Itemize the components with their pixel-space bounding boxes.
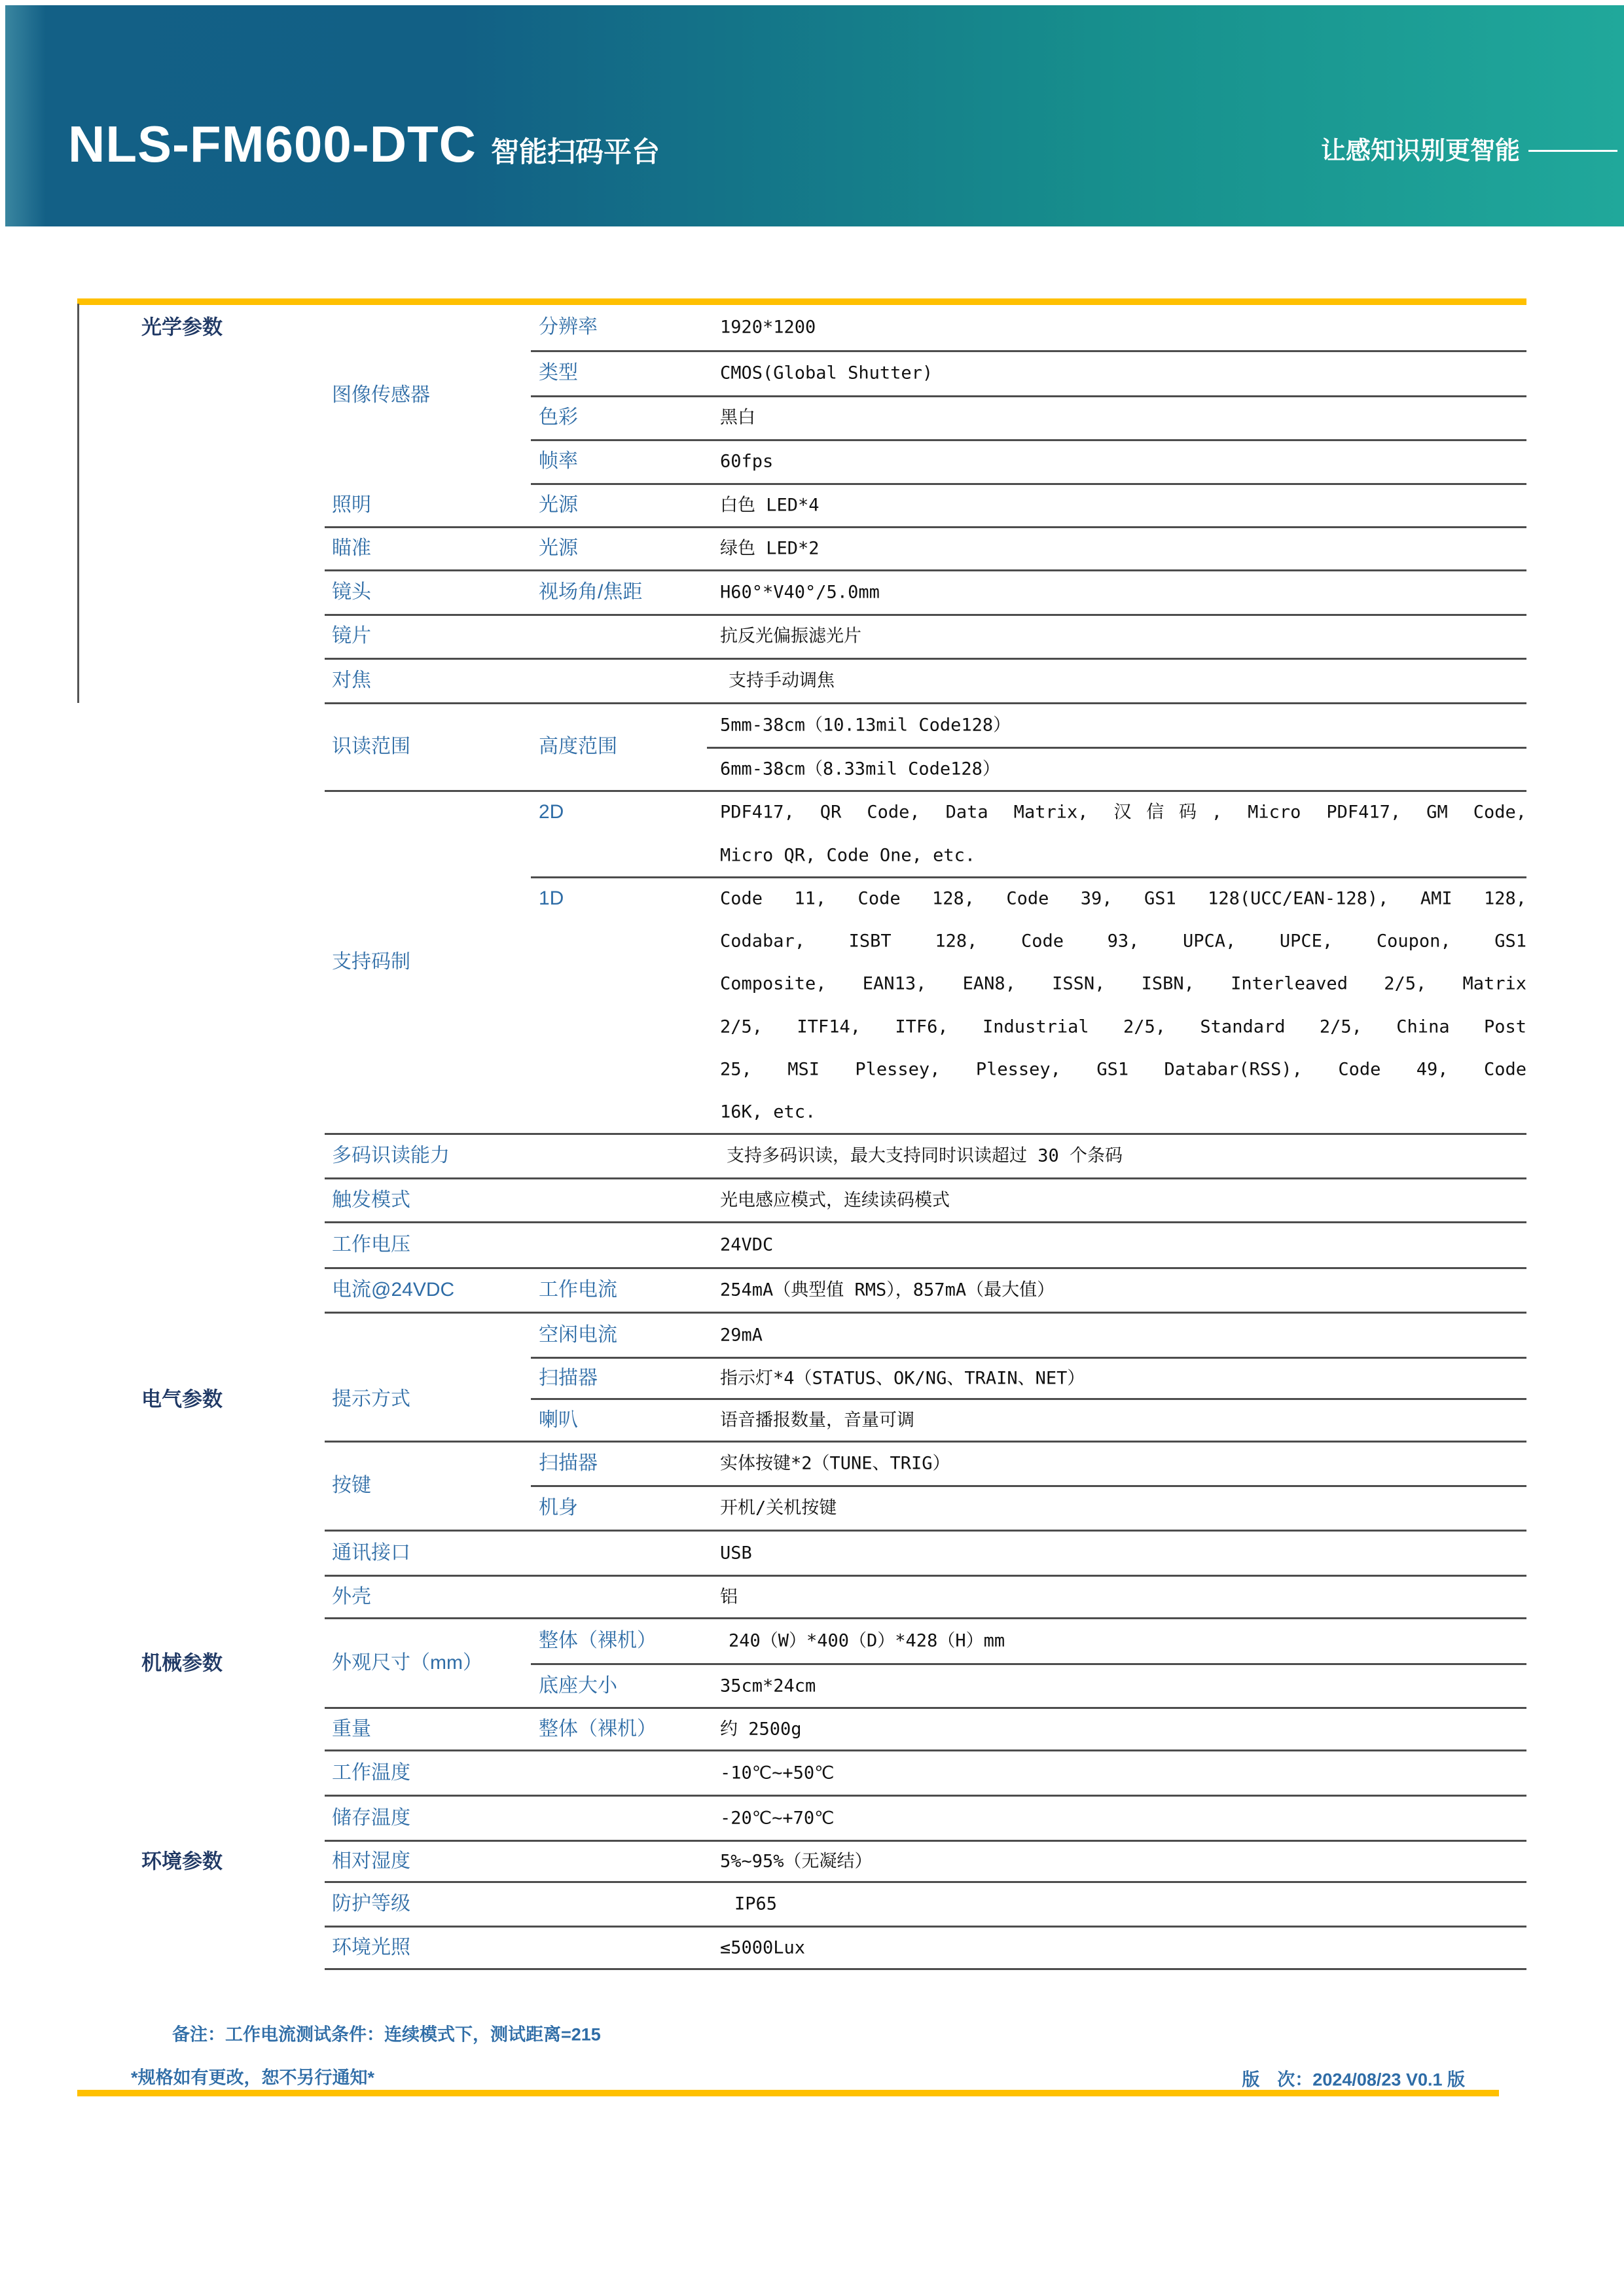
symbologies-2d-line: Micro QR, Code One, etc.	[720, 845, 976, 866]
value-multicode: 支持多码识读，最大支持同时识读超过 30 个条码	[727, 1145, 1123, 1166]
row-separator	[531, 1485, 1526, 1487]
value-speaker: 语音播报数量，音量可调	[720, 1410, 914, 1431]
value-housing: 铝	[720, 1587, 738, 1607]
row-separator	[325, 1530, 1526, 1532]
value-buttons: 实体按键*2（TUNE、TRIG）	[720, 1453, 950, 1474]
value-idle-current: 29mA	[720, 1325, 763, 1346]
row-separator	[325, 1177, 1526, 1179]
param-fov-focal: 视场角/焦距	[539, 581, 643, 603]
symbologies-1d-line: 16K, etc.	[720, 1102, 816, 1122]
value-weight: 约 2500g	[720, 1719, 802, 1740]
param-resolution: 分辨率	[539, 316, 598, 338]
param-body: 机身	[539, 1497, 578, 1518]
row-separator	[531, 876, 1526, 878]
value-humidity: 5%~95%（无凝结）	[720, 1851, 873, 1872]
group-housing: 外壳	[332, 1586, 371, 1607]
param-whole-unit-weight: 整体（裸机）	[539, 1718, 657, 1740]
disclaimer: *规格如有更改，恕不另行通知*	[131, 2068, 375, 2088]
value-illumination: 白色 LED*4	[720, 495, 820, 516]
param-1d: 1D	[539, 888, 564, 909]
row-separator	[325, 1267, 1526, 1269]
row-separator	[531, 350, 1526, 352]
param-base-size: 底座大小	[539, 1675, 617, 1696]
value-power-button: 开机/关机按键	[720, 1498, 837, 1518]
value-dim-2: 35cm*24cm	[720, 1676, 816, 1696]
value-focus: 支持手动调焦	[729, 670, 835, 691]
param-idle-current: 空闲电流	[539, 1324, 617, 1346]
group-focus: 对焦	[332, 670, 371, 691]
group-multicode: 多码识读能力	[332, 1145, 450, 1166]
group-indication: 提示方式	[332, 1388, 410, 1410]
param-scanner-indicators: 扫描器	[539, 1367, 598, 1389]
row-separator	[325, 1617, 1526, 1619]
group-trigger: 触发模式	[332, 1189, 410, 1211]
value-voltage: 24VDC	[720, 1234, 774, 1255]
value-trigger: 光电感应模式，连续读码模式	[720, 1190, 950, 1211]
row-separator	[325, 569, 1526, 571]
row-separator	[325, 1795, 1526, 1797]
param-working-current: 工作电流	[539, 1279, 617, 1300]
param-framerate: 帧率	[539, 450, 578, 472]
header-banner	[5, 5, 1624, 226]
value-interface: USB	[720, 1543, 752, 1564]
row-separator	[325, 1881, 1526, 1883]
table-left-rule	[77, 304, 79, 703]
group-buttons: 按键	[332, 1475, 371, 1496]
row-separator	[325, 1926, 1526, 1928]
version-info: 版 次：2024/08/23 V0.1 版	[1242, 2070, 1465, 2090]
symbologies-1d-line: 25, MSI Plessey, Plessey, GS1 Databar(RSS), Code 49, Code	[720, 1059, 1526, 1080]
param-height-range: 高度范围	[539, 736, 617, 757]
group-humidity: 相对湿度	[332, 1850, 410, 1872]
row-separator	[531, 1398, 1526, 1400]
value-ambient: ≤5000Lux	[720, 1937, 806, 1958]
group-dimensions: 外观尺寸（mm）	[332, 1652, 482, 1674]
row-separator	[531, 1357, 1526, 1359]
row-separator	[325, 1707, 1526, 1709]
row-separator	[325, 790, 1526, 792]
accent-bar-top	[77, 298, 1526, 305]
accent-bar-bottom	[77, 2090, 1499, 2096]
group-aiming: 瞄准	[332, 537, 371, 559]
tagline-rule	[1528, 150, 1617, 152]
group-sensor: 图像传感器	[332, 384, 430, 406]
group-ip: 防护等级	[332, 1893, 410, 1914]
value-framerate: 60fps	[720, 451, 774, 472]
value-current: 254mA（典型值 RMS），857mA（最大值）	[720, 1280, 1055, 1300]
param-whole-unit-dim: 整体（裸机）	[539, 1630, 657, 1651]
product-subtitle: 智能扫码平台	[491, 137, 660, 168]
value-st-temp: -20℃~+70℃	[720, 1808, 835, 1829]
value-range-2: 6mm-38cm（8.33mil Code128）	[720, 759, 1000, 780]
footnote: 备注：工作电流测试条件：连续模式下，测试距离=215	[172, 2024, 601, 2045]
group-voltage: 工作电压	[332, 1234, 410, 1255]
row-separator	[325, 1133, 1526, 1135]
group-lens: 镜头	[332, 581, 371, 603]
row-separator	[325, 1221, 1526, 1223]
group-op-temp: 工作温度	[332, 1762, 410, 1784]
row-separator	[325, 526, 1526, 528]
param-2d: 2D	[539, 801, 564, 823]
group-current: 电流@24VDC	[332, 1279, 455, 1300]
row-separator	[325, 1312, 1526, 1314]
symbologies-1d-line: Code 11, Code 128, Code 39, GS1 128(UCC/EAN-128), AMI 128,	[720, 888, 1526, 909]
category-electrical: 电气参数	[141, 1388, 223, 1411]
group-interface: 通讯接口	[332, 1542, 410, 1564]
param-type: 类型	[539, 362, 578, 384]
group-symbologies: 支持码制	[332, 951, 410, 973]
value-indicators: 指示灯*4（STATUS、OK/NG、TRAIN、NET）	[720, 1368, 1085, 1389]
group-lens-filter: 镜片	[332, 625, 371, 647]
row-separator	[531, 395, 1526, 397]
value-aiming: 绿色 LED*2	[720, 538, 820, 559]
value-lens-filter: 抗反光偏振滤光片	[720, 626, 861, 647]
row-separator	[325, 1441, 1526, 1443]
symbologies-1d-line: Composite, EAN13, EAN8, ISSN, ISBN, Interleaved 2/5, Matrix	[720, 973, 1526, 994]
param-color: 色彩	[539, 406, 578, 428]
value-op-temp: -10℃~+50℃	[720, 1763, 835, 1784]
param-scanner-buttons: 扫描器	[539, 1452, 598, 1474]
category-environmental: 环境参数	[141, 1850, 223, 1873]
param-illum-source: 光源	[539, 494, 578, 516]
symbologies-2d-line: PDF417, QR Code, Data Matrix, 汉信码, Micro PDF417, GM Code,	[720, 802, 1526, 823]
row-separator	[325, 702, 1526, 704]
row-separator	[325, 1749, 1526, 1751]
row-separator	[325, 658, 1526, 660]
group-ambient: 环境光照	[332, 1937, 410, 1958]
row-separator	[531, 1663, 1526, 1665]
row-separator	[325, 1575, 1526, 1577]
group-reading-range: 识读范围	[332, 736, 410, 757]
page-title	[68, 115, 660, 173]
group-illumination: 照明	[332, 494, 371, 516]
value-ip: IP65	[734, 1893, 778, 1914]
value-dim-1: 240（W）*400（D）*428（H）mm	[729, 1630, 1005, 1651]
param-aim-source: 光源	[539, 537, 578, 559]
group-weight: 重量	[332, 1718, 371, 1740]
value-range-1: 5mm-38cm（10.13mil Code128）	[720, 715, 1011, 736]
brand-tagline-text: 让感知识别更智能	[1320, 137, 1520, 165]
symbologies-1d-line: 2/5, ITF14, ITF6, Industrial 2/5, Standard 2/5, China Post	[720, 1016, 1526, 1037]
category-optical: 光学参数	[141, 315, 223, 339]
row-separator	[531, 483, 1526, 485]
brand-tagline	[1321, 139, 1520, 164]
value-color: 黑白	[720, 407, 755, 428]
product-model: NLS-FM600-DTC	[68, 115, 477, 173]
value-type: CMOS(Global Shutter)	[720, 363, 933, 384]
value-lens: H60°*V40°/5.0mm	[720, 582, 880, 603]
row-separator	[325, 1840, 1526, 1842]
row-separator	[707, 747, 1526, 749]
value-resolution: 1920*1200	[720, 317, 816, 338]
param-speaker: 喇叭	[539, 1409, 578, 1431]
row-separator	[531, 439, 1526, 441]
category-mechanical: 机械参数	[141, 1651, 223, 1675]
group-st-temp: 储存温度	[332, 1807, 410, 1829]
row-separator	[325, 1968, 1526, 1970]
row-separator	[325, 614, 1526, 616]
symbologies-1d-line: Codabar, ISBT 128, Code 93, UPCA, UPCE, Coupon, GS1	[720, 931, 1526, 952]
